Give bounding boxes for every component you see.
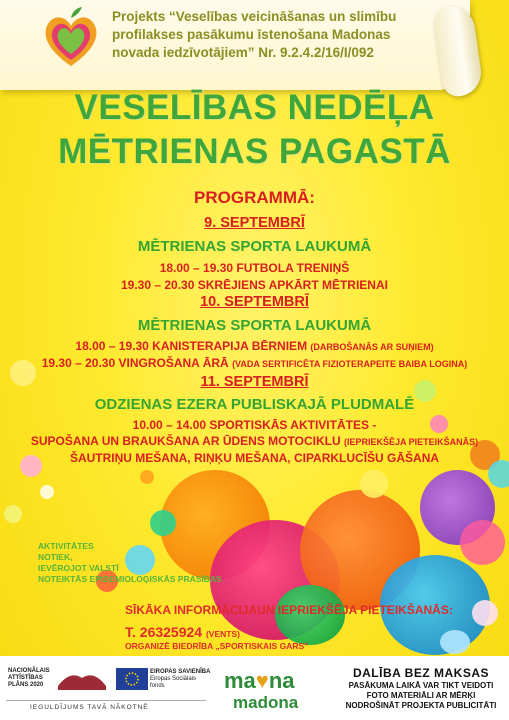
day2-item-1-note: (DARBOŠANĀS AR SUŅIEM) <box>310 342 434 352</box>
day1-place: MĒTRIENAS SPORTA LAUKUMĀ <box>137 238 372 255</box>
free-participation: DALĪBA BEZ MAKSAS <box>352 666 490 680</box>
day2-item-1 <box>0 339 509 353</box>
day3-date: 11. SEPTEMBRĪ <box>200 374 309 390</box>
day1-date: 9. SEPTEMBRĪ <box>204 215 305 231</box>
day2-item-2-note: (VADA SERTIFICĒTA FIZIOTERAPEITE BAIBA LOGINA) <box>232 359 468 369</box>
madona-logo-part-2: na <box>268 668 295 693</box>
slogan: IEGULDĪJUMS TAVĀ NĀKOTNĒ <box>30 704 149 711</box>
photo-notice-line-1: PASĀKUMA LAIKĀ VAR TIKT VEIDOTI <box>348 681 494 690</box>
heart-apple-logo-icon <box>36 4 106 74</box>
eu-line-2: Eiropas Sociālais <box>150 676 197 682</box>
epidemiological-notice <box>38 541 222 585</box>
contact-info: SĪKĀKA INFORMĀCIJAUN IEPRIEKŠĒJA PIETEIKŠANĀS: <box>125 603 453 617</box>
day3-item-2-note: (IEPRIEKŠĒJA PIETEIKŠANĀS) <box>343 437 479 447</box>
day3-item-2-text: SUPOŠANA UN BRAUKŠANA AR ŪDENS MOTOCIKLU <box>30 434 341 448</box>
program-heading: PROGRAMMĀ: <box>194 188 315 207</box>
eu-line-1: EIROPAS SAVIENĪBA <box>150 669 211 675</box>
day3-item-1: 10.00 – 14.00 SPORTISKĀS AKTIVITĀTES - <box>132 418 377 432</box>
madona-logo-heart-icon: ♥ <box>255 668 269 693</box>
day1-item-1: 18.00 – 19.30 FUTBOLA TRENIŅŠ <box>159 261 350 275</box>
organizer: ORGANIZĒ BIEDRĪBA „SPORTISKAIS GARS” <box>125 641 309 651</box>
eu-label <box>150 669 210 690</box>
phone-note: (VENTS) <box>205 629 240 639</box>
notice-line-4: NOTEIKTĀS EPIDEMIOLOĢISKĀS PRASĪBAS <box>38 574 222 584</box>
day2-item-2 <box>0 356 509 370</box>
day2-date: 10. SEPTEMBRĪ <box>200 294 309 310</box>
nap-line-1: NACIONĀLAIS <box>8 668 50 674</box>
title-line-2: MĒTRIENAS PAGASTĀ <box>58 132 451 171</box>
eu-line-3: fonds <box>150 683 165 689</box>
notice-line-2: NOTIEK, <box>38 552 73 562</box>
photo-notice <box>336 681 506 711</box>
nap-line-2: ATTĪSTĪBAS <box>8 675 43 681</box>
project-line-3: novada iedzīvotājiem” Nr. 9.2.4.2/16/I/092 <box>112 45 374 60</box>
day3-item-3: ŠAUTRIŅU MEŠANA, RIŅĶU MEŠANA, CIPARKLUCĪŠU GĀŠANA <box>69 451 440 465</box>
madona-logo-part-1: ma <box>224 668 256 693</box>
footer <box>0 656 509 720</box>
day1-item-2: 19.30 – 20.30 SKRĒJIENS APKĀRT MĒTRIENAI <box>121 278 388 292</box>
project-description <box>112 8 442 62</box>
day3-item-2 <box>0 434 509 448</box>
nap-label <box>8 668 50 689</box>
nap-line-3: PLĀNS 2020 <box>8 682 44 688</box>
day2-item-1-text: 18.00 – 19.30 KANISTERAPIJA BĒRNIEM <box>75 339 308 353</box>
photo-notice-line-3: NODROŠINĀT PROJEKTA PUBLICITĀTI <box>345 701 497 710</box>
project-line-2: profilakses pasākumu īstenošana Madonas <box>112 27 391 42</box>
latvia-coat-of-arms-icon <box>56 666 108 692</box>
photo-notice-line-2: FOTO MATERIĀLI AR MĒRĶI <box>366 691 476 700</box>
madona-wordmark: madona <box>233 693 299 712</box>
phone-number: T. 26325924 <box>125 624 203 640</box>
madona-logo <box>224 668 295 694</box>
footer-divider <box>6 700 206 701</box>
notice-line-3: IEVĒROJOT VALSTĪ <box>38 563 119 573</box>
day2-place: MĒTRIENAS SPORTA LAUKUMĀ <box>137 317 372 334</box>
title-line-1: VESELĪBAS NEDĒĻA <box>74 88 435 127</box>
eu-flag-icon <box>116 668 148 690</box>
contact-phone <box>125 624 240 640</box>
notice-line-1: AKTIVITĀTES <box>38 541 94 551</box>
project-line-1: Projekts “Veselības veicināšanas un slimību <box>112 9 397 24</box>
day3-place: ODZIENAS EZERA PUBLISKAJĀ PLUDMALĒ <box>94 396 415 413</box>
day2-item-2-text: 19.30 – 20.30 VINGROŠANA ĀRĀ <box>41 356 229 370</box>
